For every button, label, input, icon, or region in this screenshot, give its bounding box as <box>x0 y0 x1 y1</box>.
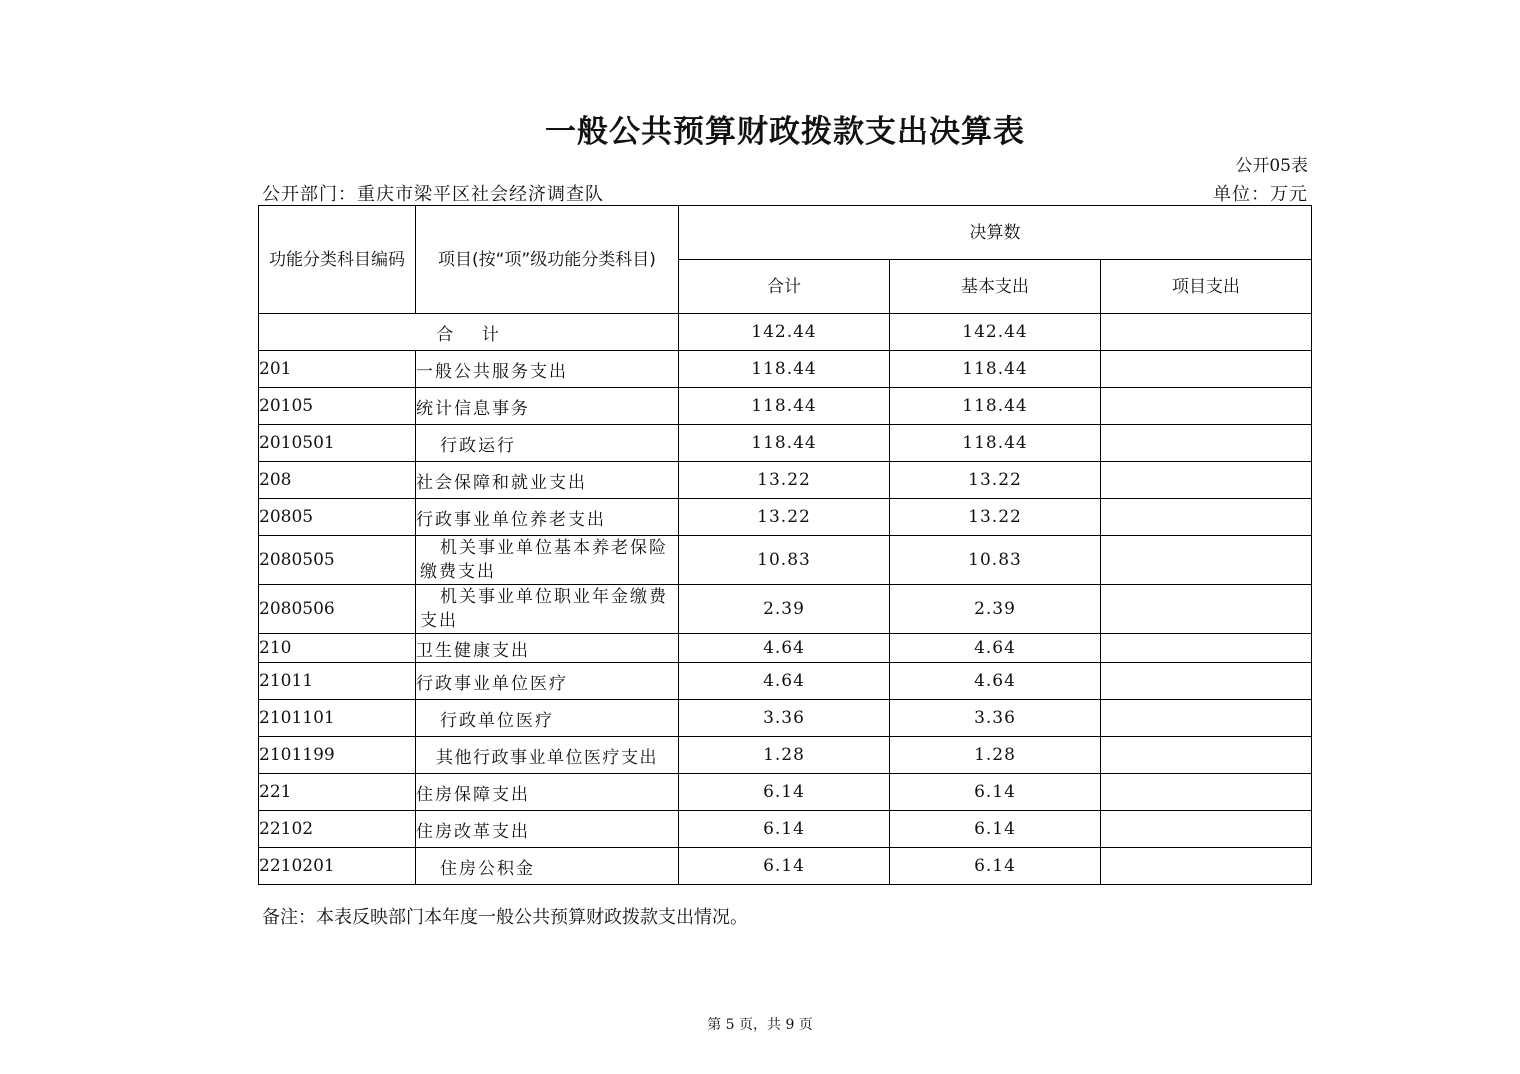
row-basic: 1.28 <box>890 737 1101 774</box>
total-row-total: 142.44 <box>679 314 890 351</box>
form-code: 公开05表 <box>1235 156 1308 176</box>
row-project <box>1101 351 1312 388</box>
row-total: 118.44 <box>679 351 890 388</box>
row-code: 221 <box>259 774 416 811</box>
row-name: 机关事业单位基本养老保险缴费支出 <box>416 536 679 585</box>
row-name: 住房公积金 <box>416 848 679 885</box>
row-name: 行政事业单位养老支出 <box>416 499 679 536</box>
row-project <box>1101 634 1312 663</box>
row-project <box>1101 848 1312 885</box>
row-total: 6.14 <box>679 811 890 848</box>
table-row <box>259 388 1312 425</box>
row-name: 住房改革支出 <box>416 811 679 848</box>
row-basic: 4.64 <box>890 634 1101 663</box>
row-code: 208 <box>259 462 416 499</box>
row-total: 13.22 <box>679 462 890 499</box>
row-code: 201 <box>259 351 416 388</box>
header-basic: 基本支出 <box>890 260 1101 314</box>
total-row <box>259 314 1312 351</box>
row-basic: 6.14 <box>890 774 1101 811</box>
row-code: 2010501 <box>259 425 416 462</box>
table-row <box>259 737 1312 774</box>
row-code: 2210201 <box>259 848 416 885</box>
row-name: 一般公共服务支出 <box>416 351 679 388</box>
row-total: 118.44 <box>679 388 890 425</box>
expenditure-table <box>258 205 1312 885</box>
page-title: 一般公共预算财政拨款支出决算表 <box>545 114 1025 150</box>
row-project <box>1101 462 1312 499</box>
row-project <box>1101 425 1312 462</box>
header-project: 项目支出 <box>1101 260 1312 314</box>
row-basic: 118.44 <box>890 425 1101 462</box>
row-project <box>1101 585 1312 634</box>
header-total: 合计 <box>679 260 890 314</box>
row-total: 6.14 <box>679 774 890 811</box>
row-code: 210 <box>259 634 416 663</box>
unit-label: 单位：万元 <box>1213 184 1308 205</box>
row-total: 3.36 <box>679 700 890 737</box>
row-basic: 4.64 <box>890 663 1101 700</box>
table-row <box>259 585 1312 634</box>
header-code: 功能分类科目编码 <box>259 206 416 314</box>
row-basic: 118.44 <box>890 351 1101 388</box>
row-total: 1.28 <box>679 737 890 774</box>
table-row <box>259 536 1312 585</box>
row-code: 21011 <box>259 663 416 700</box>
row-basic: 6.14 <box>890 811 1101 848</box>
row-project <box>1101 663 1312 700</box>
row-code: 20805 <box>259 499 416 536</box>
row-basic: 118.44 <box>890 388 1101 425</box>
table-note: 备注：本表反映部门本年度一般公共预算财政拨款支出情况。 <box>262 907 748 928</box>
page-footer: 第 5 页，共 9 页 <box>707 1017 813 1033</box>
table-row <box>259 634 1312 663</box>
row-name: 住房保障支出 <box>416 774 679 811</box>
table-row <box>259 351 1312 388</box>
table-row <box>259 663 1312 700</box>
row-code: 2080506 <box>259 585 416 634</box>
row-basic: 2.39 <box>890 585 1101 634</box>
row-code: 2080505 <box>259 536 416 585</box>
row-name: 社会保障和就业支出 <box>416 462 679 499</box>
total-row-label: 合 计 <box>259 314 679 351</box>
row-code: 2101101 <box>259 700 416 737</box>
department-label: 公开部门：重庆市梁平区社会经济调查队 <box>262 184 604 205</box>
table-row <box>259 774 1312 811</box>
row-basic: 10.83 <box>890 536 1101 585</box>
row-basic: 13.22 <box>890 462 1101 499</box>
total-row-project <box>1101 314 1312 351</box>
row-total: 118.44 <box>679 425 890 462</box>
row-name: 行政事业单位医疗 <box>416 663 679 700</box>
header-final-accounts: 决算数 <box>679 206 1312 260</box>
row-total: 2.39 <box>679 585 890 634</box>
row-name: 统计信息事务 <box>416 388 679 425</box>
table-row <box>259 848 1312 885</box>
row-project <box>1101 737 1312 774</box>
row-code: 22102 <box>259 811 416 848</box>
row-name: 行政单位医疗 <box>416 700 679 737</box>
row-basic: 13.22 <box>890 499 1101 536</box>
row-project <box>1101 774 1312 811</box>
row-project <box>1101 499 1312 536</box>
row-total: 6.14 <box>679 848 890 885</box>
row-total: 13.22 <box>679 499 890 536</box>
row-code: 2101199 <box>259 737 416 774</box>
row-total: 10.83 <box>679 536 890 585</box>
row-name: 机关事业单位职业年金缴费支出 <box>416 585 679 634</box>
row-code: 20105 <box>259 388 416 425</box>
table-row <box>259 499 1312 536</box>
row-name: 卫生健康支出 <box>416 634 679 663</box>
row-basic: 3.36 <box>890 700 1101 737</box>
table-row <box>259 462 1312 499</box>
table-row <box>259 425 1312 462</box>
row-name: 其他行政事业单位医疗支出 <box>416 737 679 774</box>
total-row-basic: 142.44 <box>890 314 1101 351</box>
table-row <box>259 700 1312 737</box>
row-name: 行政运行 <box>416 425 679 462</box>
row-project <box>1101 388 1312 425</box>
row-basic: 6.14 <box>890 848 1101 885</box>
table-row <box>259 811 1312 848</box>
row-project <box>1101 700 1312 737</box>
row-project <box>1101 536 1312 585</box>
row-total: 4.64 <box>679 663 890 700</box>
row-total: 4.64 <box>679 634 890 663</box>
row-project <box>1101 811 1312 848</box>
header-item: 项目(按“项”级功能分类科目) <box>416 206 679 314</box>
